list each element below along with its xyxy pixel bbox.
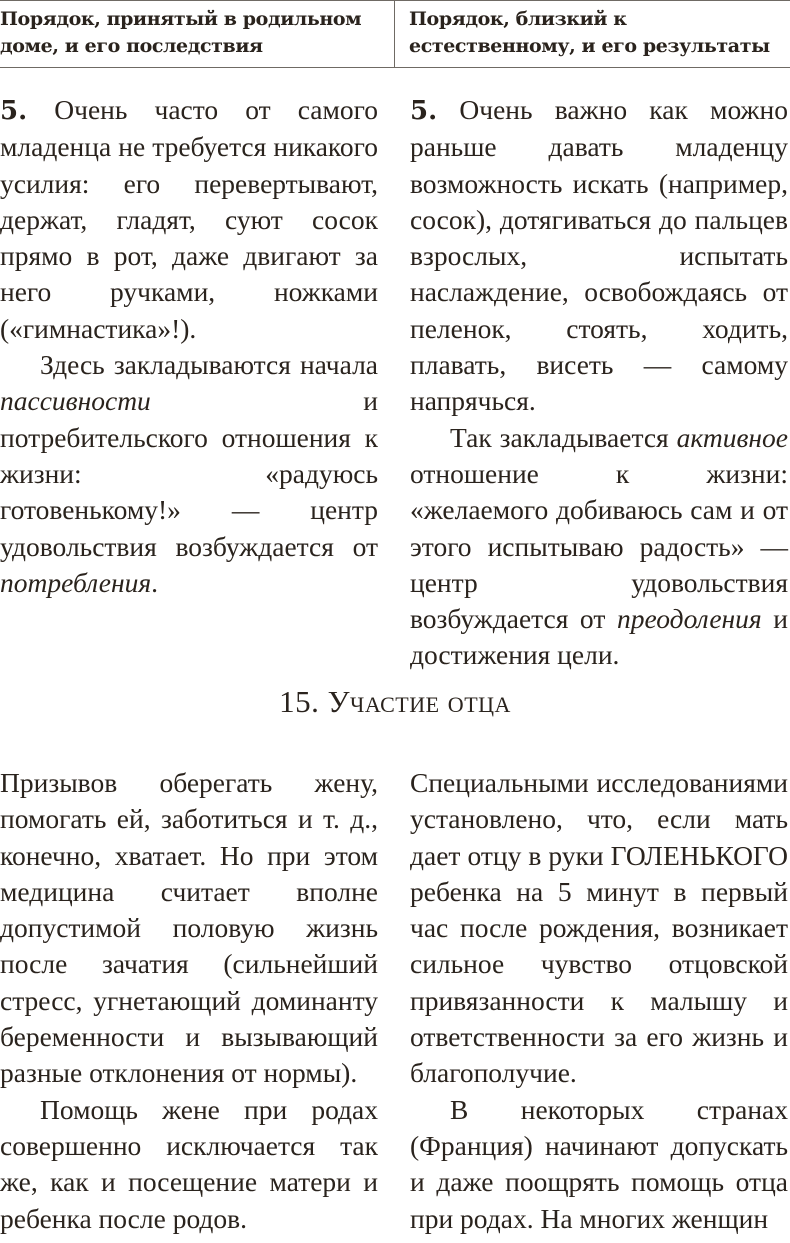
hospital-practice-cell <box>0 92 378 601</box>
header-hospital-practice: Порядок, принятый в родильном доме, и его последствия <box>0 1 395 67</box>
point-number: 5. <box>410 96 438 126</box>
father-section-right-column <box>410 765 788 1237</box>
hospital-consequence: Здесь закладываются начала пассивности и потребительского отношения к жизни: «радуюсь готовенькому!» — центр удовольствия возбуждается от потребления. <box>0 349 378 598</box>
paragraph: Призывов оберегать жену, помогать ей, заботиться и т. д., конечно, хватает. Но при этом медицина считает вполне допустимой половую жизнь после зачатия (сильнейший стресс, угнетающий доминанту беременности и вызывающий разные отклонения от нормы). <box>0 767 378 1089</box>
natural-point-5: 5. Очень важно как можно раньше давать младенцу возможность искать (например, сосок), дотягиваться до пальцев взрослых, испытать наслаждение, освобождаясь от пеленок, стоять, ходить, плавать, висеть — самому напрячься. <box>410 94 788 417</box>
paragraph: В некоторых странах (Франция) начинают допускать и даже поощрять помощь отца при родах. На многих женщин <box>410 1093 788 1234</box>
paragraph: Помощь жене при родах совершенно исключается так же, как и посещение матери и ребенка после родов. <box>0 1093 378 1234</box>
header-natural-practice: Порядок, близкий к естественному, и его результаты <box>409 8 770 57</box>
emphasis-active: активное <box>676 421 788 453</box>
emphasis-overcoming: преодоления <box>616 603 762 635</box>
hospital-point-5: 5. Очень часто от самого младенца не требуется никакого усилия: его перевертывают, держат, гладят, суют сосок прямо в рот, даже двигают за него ручками, ножками («гимнастика»!). <box>0 94 379 344</box>
point-number: 5. <box>0 96 28 126</box>
section-title: 15. Участие отца <box>279 684 511 719</box>
comparison-table-header <box>0 0 790 68</box>
father-section-left-column <box>0 765 378 1237</box>
emphasis-consumption: потребления <box>0 566 152 598</box>
natural-practice-cell <box>410 92 788 674</box>
natural-result: Так закладывается активное отношение к жизни: «желаемого добиваюсь сам и от этого испытываю радость» — центр удовольствия возбуждается от преодоления и достижения цели. <box>410 421 789 671</box>
paragraph: Специальными исследованиями установлено, что, если мать дает отцу в руки ГОЛЕНЬКОГО ребенка на 5 минут в первый час после рождения, возникает сильное чувство отцовской привязанности к малышу и ответственности за его жизнь и благополучие. <box>410 767 788 1089</box>
emphasis-passivity: пассивности <box>0 385 151 417</box>
